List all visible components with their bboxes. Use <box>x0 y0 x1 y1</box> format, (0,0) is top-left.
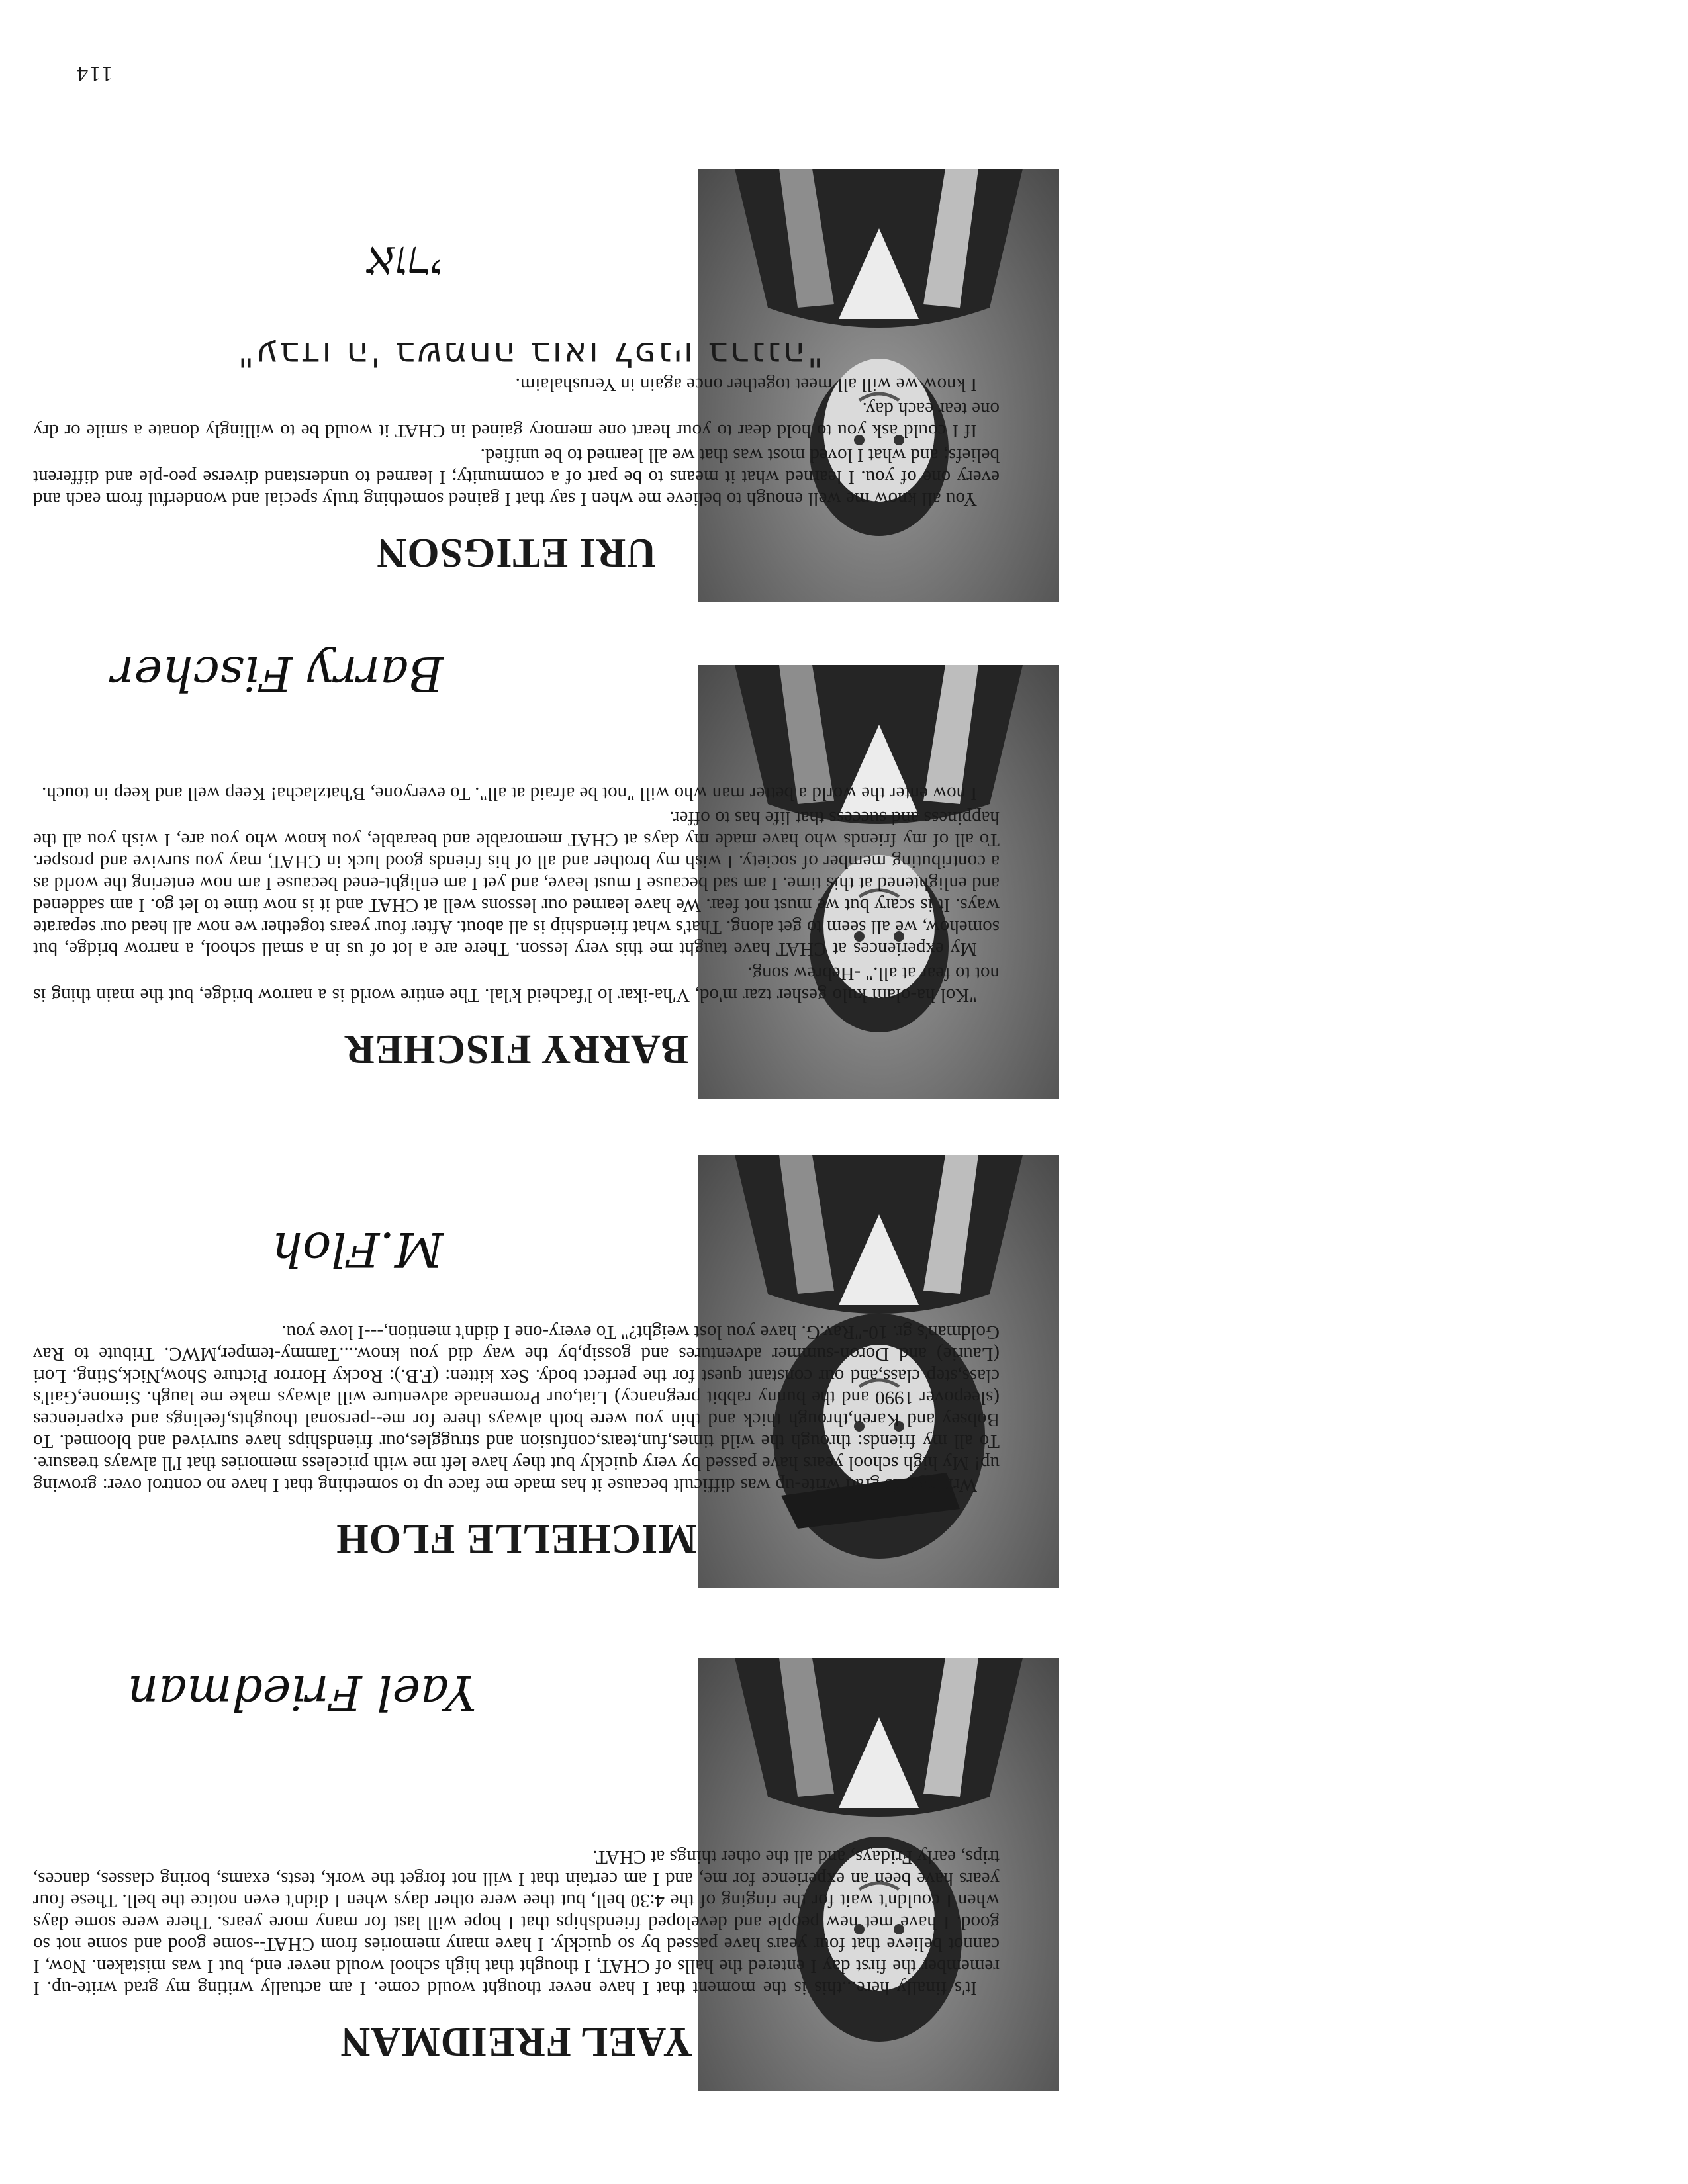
writeup-paragraph: Writing this grad write-up was difficult because it has made me face up to something that I have no control over: growing up! My high school years have passed by very quickly but they have left me with priceless memories that I'll always treasure. To all my friends: through the wild times,fun,tears,confusion and struggles,our friendships have survived and bloomed. To Bobsey and Karen,through thick and thin you were both always there for me--personal thoughts,feelings and experiences (sleepover 1990 and the bunny rabbit pregnancy) Liat,our Promenade adventure will always make me laugh. Simone,Gail's class,step class,and our constant quest for the perfect body. Sex kitten: (F.B.): Rocky Horror Picture Show,Nick,Sting. Lori (Laurie) and Doron-summer adventures and gossip,by the way did you know....Tammy-temper,MWC. Tribute to Rav Goldman's gr. 10-"Rav.G. have you lost weight?" To every-one I didn't mention,---I love you. <box>33 1322 1000 1496</box>
graduate-writeup <box>33 1843 1000 1999</box>
writeup-paragraph: My experiences at CHAT have taught me this very lesson. There are a lot of us in a small school, a narrow bridge, but somehow, we all seem to get along. That's what friendship is all about. After four years together we now all head our separate ways. It is scary but we must not fear. We have learned our lessons well at CHAT and it is now time to let go. I am saddened and enlightened at this time. I am sad because I must leave, and yet I am enlight-ened because I am now entering the world as a contributing member of society. I wish my brother and all of his friends good luck in CHAT, may you survive and prosper. To all of my friends who have made my days at CHAT memorable and bearable, you know who you are, I wish you all the happiness and success that life has to offer. <box>33 807 1000 960</box>
graduate-name: URI ETIGSON <box>376 530 657 575</box>
handwritten-signature: Yael Friedman <box>127 1665 477 1721</box>
writeup-paragraph: "Kol ha-olam kulo gesher tzar m'od, V'ha-ikar lo l'facheid k'lal. The entire world is a narrow bridge, but the main thing is not to fear at all." -Hebrew song. <box>33 963 1000 1006</box>
graduate-entry <box>0 1125 1688 1588</box>
writeup-paragraph: I know we will all meet together once again in Yerushalaim. <box>515 374 977 395</box>
handwritten-signature: M.Floh <box>271 1222 444 1277</box>
graduate-entry <box>0 1628 1688 2091</box>
graduate-writeup <box>33 371 1000 510</box>
graduate-entry <box>0 139 1688 602</box>
writeup-paragraph: It's finally here...this is the moment that I have never thought would come. I am actually writing my grad write-up. I remember the first day I entered the halls of CHAT, I thought that high school would never end, but I was mistaken. Now, I cannot believe that four years have passed by so quickly. I have many memories from CHAT--some good and some not so good. I have met new people and developed friendships that I hope will last for many more years. There were some days when I couldn't wait for the ringing of the 4:30 bell, but thee were other days when I didn't even notice the bell. These four years have been an experience for me, and I am certain that I will not forget the work, tests, exams, boring classes, dances, trips, early Fridays, and all the other things at CHAT. <box>33 1846 1000 1999</box>
writeup-paragraph: If I could ask you to hold dear to your heart one memory gained in CHAT it would be to willingly donate a smile or dry one tear each day. <box>33 398 1000 441</box>
page-number: 114 <box>75 62 113 86</box>
graduate-entry <box>0 635 1688 1099</box>
hebrew-quote: "עבדו ה' בשמחה בואו לפניו ברננה" <box>236 334 823 374</box>
graduate-name: MICHELLE FLOH <box>336 1516 697 1561</box>
writeup-paragraph: You all know me well enough to believe me when I say that I gained something truly special and wonderful from each and every one of you. I learned what it means to be part of a community; I learned to understand diverse peo-ple and different beliefs; and what I loved most was that we all learned to be unified. <box>33 445 1000 510</box>
writeup-paragraph: I now enter the world a better man who will "not be afraid at all". To everyone, B'hatzlacha! Keep well and keep in touch. <box>42 783 977 804</box>
handwritten-signature: Barry Fischer <box>111 646 444 702</box>
graduate-name: BARRY FISCHER <box>344 1026 689 1071</box>
graduate-writeup <box>33 1318 1000 1496</box>
handwritten-signature: אורי <box>367 236 444 291</box>
graduate-name: YAEL FREIDMAN <box>340 2019 693 2064</box>
graduate-writeup <box>33 780 1000 1006</box>
